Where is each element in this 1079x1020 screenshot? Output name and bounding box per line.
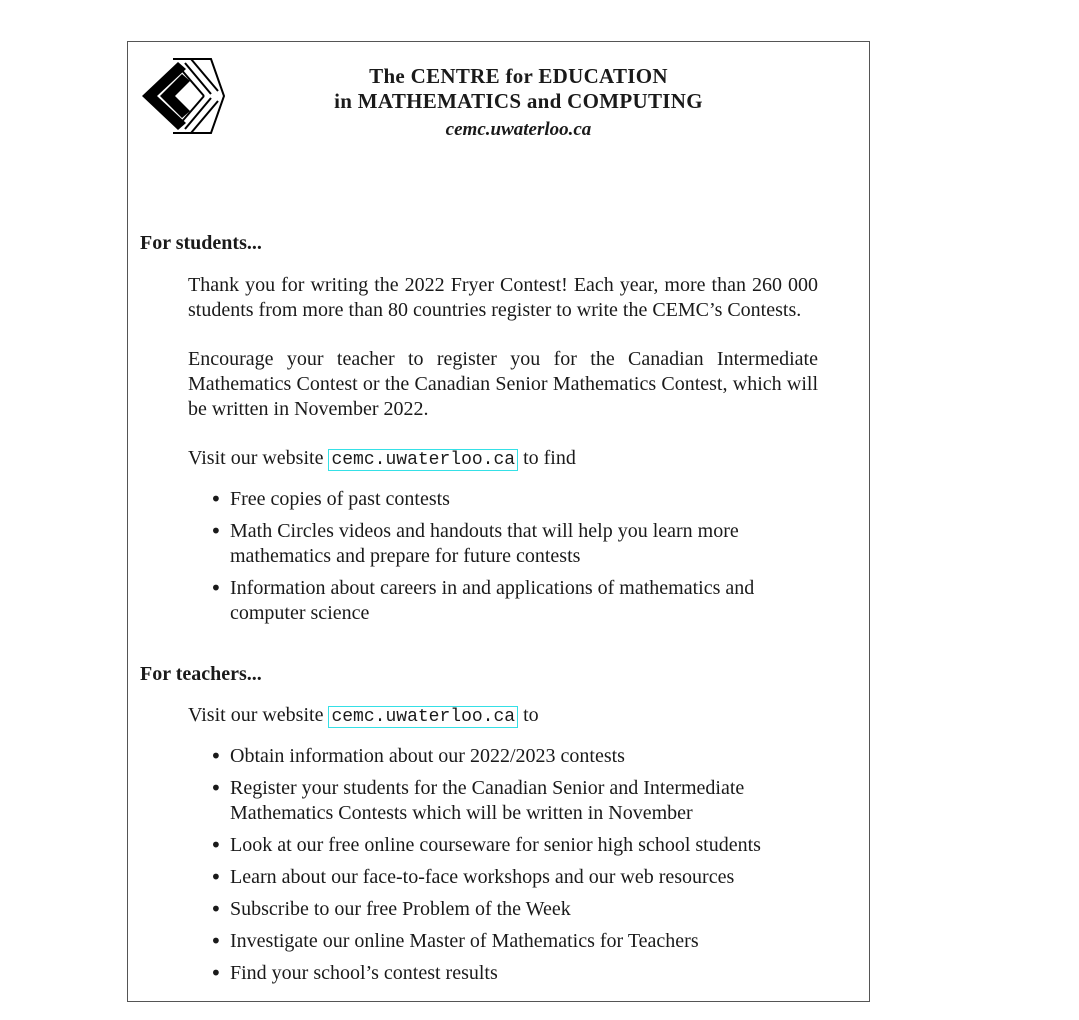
header-line-1: The CENTRE for EDUCATION [369,64,668,88]
students-paragraph-2: Encourage your teacher to register you for the Canadian Intermediate Mathematics Contest or the Canadian Senior Mathematics Contest, which will be written in November 2022. [188,348,818,420]
document-page [127,41,870,1002]
students-visit-line [188,446,818,473]
list-item: • Subscribe to our free Problem of the Week [230,897,818,922]
list-item: • Look at our free online courseware for senior high school students [230,833,818,858]
list-item: • Obtain information about our 2022/2023 contests [230,744,818,769]
page-header [128,64,869,141]
visit-prefix: Visit our website [188,447,324,469]
students-bullet-list [188,487,818,626]
list-item: • Learn about our face-to-face workshops and our web resources [230,865,818,890]
students-heading: For students... [140,232,262,254]
list-item: • Investigate our online Master of Mathematics for Teachers [230,929,818,954]
visit-suffix: to find [523,447,576,469]
teachers-bullet-list [188,744,818,986]
header-line-2: in MATHEMATICS and COMPUTING [334,89,703,113]
header-site: cemc.uwaterloo.ca [445,119,592,140]
visit-suffix: to [523,704,539,726]
teachers-section [188,703,818,993]
list-item: • Find your school’s contest results [230,961,818,986]
students-paragraph-1: Thank you for writing the 2022 Fryer Contest! Each year, more than 260 000 students from more than 80 countries register to write the CEMC’s Contests. [188,274,818,321]
teachers-heading: For teachers... [140,663,262,685]
list-item: • Register your students for the Canadian Senior and Intermediate Mathematics Contests which will be written in November [230,776,818,826]
list-item: • Information about careers in and applications of mathematics and computer science [230,576,818,626]
list-item: • Math Circles videos and handouts that will help you learn more mathematics and prepare for future contests [230,519,818,569]
list-item: • Free copies of past contests [230,487,818,512]
visit-prefix: Visit our website [188,704,324,726]
website-link[interactable]: cemc.uwaterloo.ca [328,449,518,471]
teachers-visit-line [188,703,818,730]
students-section [188,273,818,633]
website-link[interactable]: cemc.uwaterloo.ca [328,706,518,728]
